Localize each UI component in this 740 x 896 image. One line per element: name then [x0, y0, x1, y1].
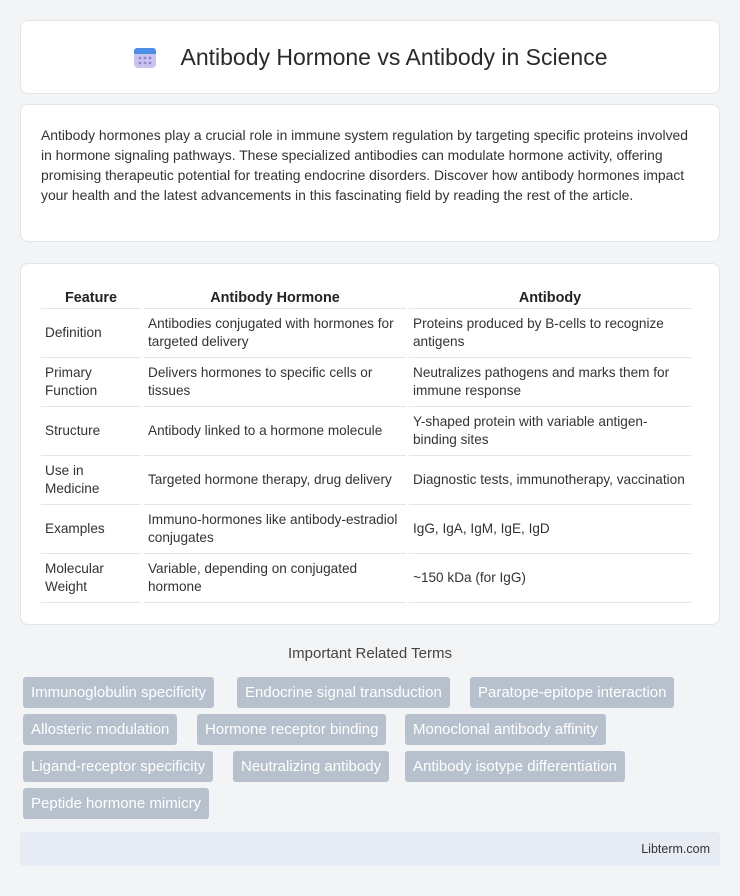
antibody-hormone-cell: Targeted hormone therapy, drug delivery	[144, 456, 406, 505]
antibody-hormone-cell: Delivers hormones to specific cells or tissues	[144, 358, 406, 407]
related-term-tag[interactable]: Monoclonal antibody affinity	[405, 714, 606, 745]
related-term-tag[interactable]: Peptide hormone mimicry	[23, 788, 209, 819]
feature-cell: Primary Function	[41, 358, 141, 407]
feature-cell: Definition	[41, 309, 141, 358]
related-term-tag[interactable]: Ligand-receptor specificity	[23, 751, 213, 782]
header-card	[20, 20, 720, 94]
related-term-tag[interactable]: Neutralizing antibody	[233, 751, 389, 782]
antibody-cell: Y-shaped protein with variable antigen-binding sites	[409, 407, 691, 456]
feature-cell: Molecular Weight	[41, 554, 141, 603]
antibody-cell: IgG, IgA, IgM, IgE, IgD	[409, 505, 691, 554]
related-term-tag[interactable]: Hormone receptor binding	[197, 714, 386, 745]
table-row	[41, 456, 691, 505]
column-header-feature: Feature	[41, 284, 141, 309]
table-row	[41, 554, 691, 603]
intro-card	[20, 104, 720, 242]
table-row	[41, 505, 691, 554]
antibody-hormone-cell: Antibody linked to a hormone molecule	[144, 407, 406, 456]
page-title: Antibody Hormone vs Antibody in Science	[180, 43, 608, 70]
comparison-table	[38, 284, 694, 603]
feature-cell: Structure	[41, 407, 141, 456]
related-terms-heading: Important Related Terms	[288, 645, 452, 662]
antibody-hormone-cell: Variable, depending on conjugated hormone	[144, 554, 406, 603]
calendar-icon	[132, 44, 158, 70]
table-row	[41, 407, 691, 456]
antibody-cell: Proteins produced by B-cells to recognize antigens	[409, 309, 691, 358]
column-header-antibody: Antibody	[409, 284, 691, 309]
related-term-tag[interactable]: Antibody isotype differentiation	[405, 751, 625, 782]
related-term-tag[interactable]: Immunoglobulin specificity	[23, 677, 214, 708]
related-term-tag[interactable]: Paratope-epitope interaction	[470, 677, 674, 708]
table-header-row	[41, 284, 691, 309]
footer-site-link[interactable]: Libterm.com	[641, 842, 710, 856]
feature-cell: Examples	[41, 505, 141, 554]
related-term-tag[interactable]: Allosteric modulation	[23, 714, 177, 745]
antibody-hormone-cell: Immuno-hormones like antibody-estradiol conjugates	[144, 505, 406, 554]
antibody-cell: Neutralizes pathogens and marks them for immune response	[409, 358, 691, 407]
table-row	[41, 358, 691, 407]
feature-cell: Use in Medicine	[41, 456, 141, 505]
comparison-card	[20, 263, 720, 625]
antibody-cell: Diagnostic tests, immunotherapy, vaccination	[409, 456, 691, 505]
footer	[20, 832, 720, 866]
related-term-tag[interactable]: Endocrine signal transduction	[237, 677, 450, 708]
intro-paragraph: Antibody hormones play a crucial role in immune system regulation by targeting specific proteins involved in hormone signaling pathways. These specialized antibodies can modulate hormone activity, offering promising therapeutic potential for treating endocrine disorders. Discover how antibody hormones impact your health and the latest advancements in this fascinating field by reading the rest of the article.	[41, 127, 689, 203]
table-row	[41, 309, 691, 358]
column-header-antibody-hormone: Antibody Hormone	[144, 284, 406, 309]
antibody-cell: ~150 kDa (for IgG)	[409, 554, 691, 603]
antibody-hormone-cell: Antibodies conjugated with hormones for targeted delivery	[144, 309, 406, 358]
